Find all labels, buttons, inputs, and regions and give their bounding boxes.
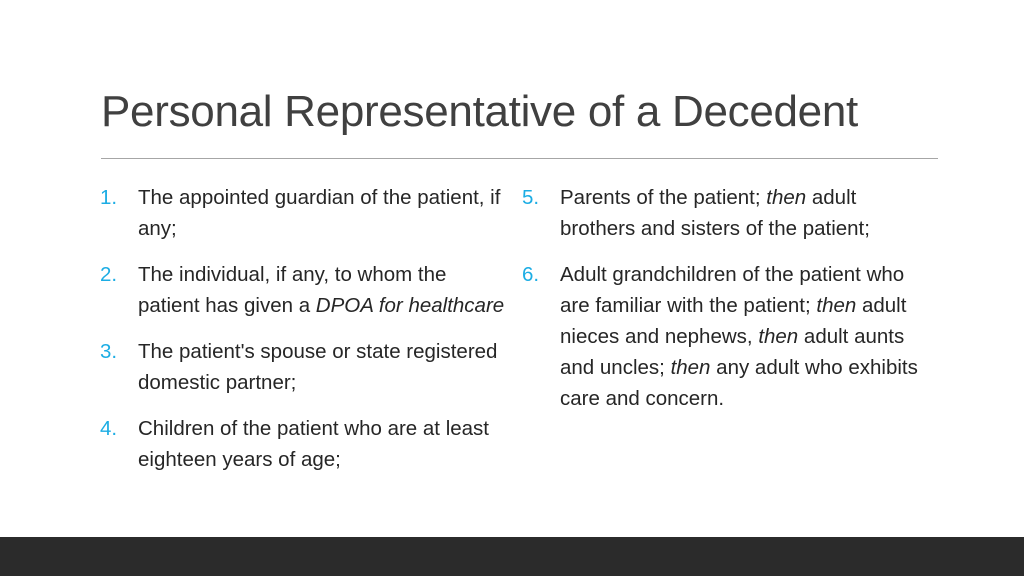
list-number: 6. (522, 263, 540, 286)
list-number: 2. (100, 263, 118, 286)
list-text: The patient's spouse or state registered domestic partner; (138, 340, 498, 394)
list-text-emphasis: DPOA for healthcare (315, 294, 505, 317)
list-number: 5. (522, 186, 540, 209)
right-list (522, 182, 932, 429)
title-divider (101, 158, 938, 159)
list-text: Parents of the patient; (560, 186, 767, 209)
list-number: 3. (100, 340, 118, 363)
left-list (100, 182, 505, 490)
list-number: 4. (100, 417, 118, 440)
list-text: adult aunts and uncles; (560, 325, 905, 379)
list-text: adult nieces and nephews, (560, 294, 907, 348)
list-item-6 (522, 259, 932, 414)
list-item-1 (100, 182, 505, 244)
list-text-emphasis: then (758, 325, 799, 348)
list-item-4 (100, 413, 505, 475)
list-text: The appointed guardian of the patient, if any; (138, 186, 501, 240)
list-text: adult brothers and sisters of the patient; (560, 186, 870, 240)
slide-title: Personal Representative of a Decedent (101, 87, 858, 136)
list-text: Adult grandchildren of the patient who are familiar with the patient; (560, 263, 905, 317)
list-item-3 (100, 336, 505, 398)
list-text: Children of the patient who are at least eighteen years of age; (138, 417, 489, 471)
list-text-emphasis: then (670, 356, 711, 379)
list-item-2 (100, 259, 505, 321)
list-item-5 (522, 182, 932, 244)
list-number: 1. (100, 186, 118, 209)
list-text-emphasis: then (816, 294, 857, 317)
list-text: The individual, if any, to whom the patient has given a (138, 263, 447, 317)
footer-bar (0, 537, 1024, 576)
list-text: any adult who exhibits care and concern. (560, 356, 918, 410)
list-text-emphasis: then (766, 186, 807, 209)
